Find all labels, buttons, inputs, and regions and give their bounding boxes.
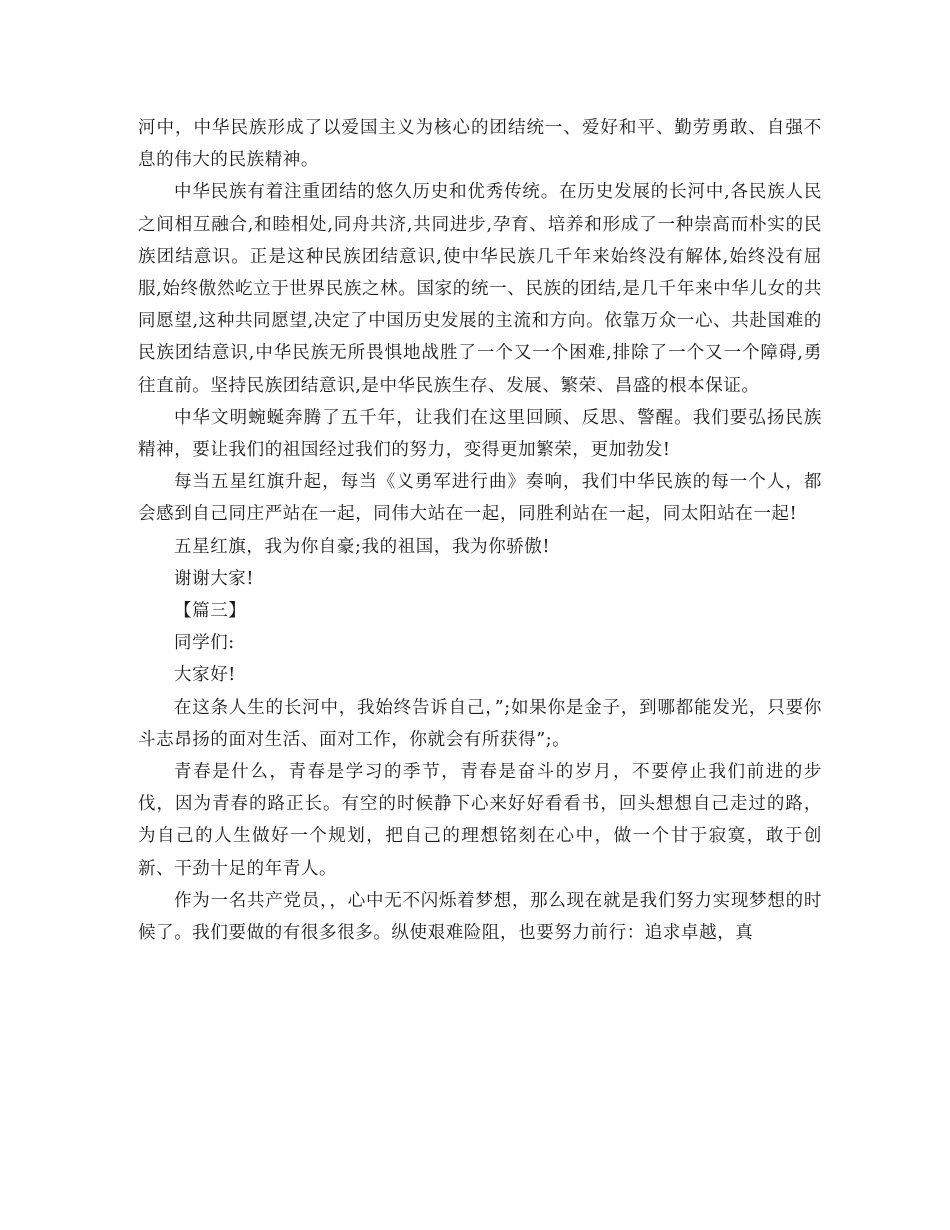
paragraph-6: 谢谢大家!	[174, 568, 255, 589]
paragraph-10: 在这条人生的长河中，我始终告诉自己，”;如果你是金子，到哪都能发光，只要你斗志昂扬的面对生活、面对工作，你就会有所获得”;。	[138, 697, 822, 750]
paragraph-4: 每当五星红旗升起，每当《义勇军进行曲》奏响，我们中华民族的每一个人，都会感到自己同庄严站在一起，同伟大站在一起，同胜利站在一起，同太阳站在一起!	[138, 472, 822, 525]
paragraph-11: 青春是什么，青春是学习的季节，青春是奋斗的岁月，不要停止我们前进的步伐，因为青春的路正长。有空的时候静下心来好好看看书，回头想想自己走过的路，为自己的人生做好一个规划，把自己的理想铭刻在心中，做一个甘于寂寞，敢于创新、干劲十足的年青人。	[138, 762, 822, 879]
section-heading: 【篇三】	[174, 601, 247, 622]
salutation: 同学们:	[174, 633, 235, 654]
paragraph-3: 中华文明蜿蜒奔腾了五千年，让我们在这里回顾、反思、警醒。我们要弘扬民族精神，要让我们的祖国经过我们的努力，变得更加繁荣，更加勃发!	[138, 407, 822, 461]
document-page	[138, 112, 822, 949]
paragraph-2: 中华民族有着注重团结的悠久历史和优秀传统。在历史发展的长河中,各民族人民之间相互融合,和睦相处,同舟共济,共同进步,孕育、培养和形成了一种崇高而朴实的民族团结意识。正是这种民族团结意识,使中华民族几千年来始终没有解体,始终没有屈服,始终傲然屹立于世界民族之林。国家的统一、民族的团结,是几千年来中华儿女的共同愿望,这种共同愿望,决定了中国历史发展的主流和方向。依靠万众一心、共赴国难的民族团结意识,中华民族无所畏惧地战胜了一个又一个困难,排除了一个又一个障碍,勇往直前。坚持民族团结意识,是中华民族生存、发展、繁荣、昌盛的根本保证。	[138, 182, 822, 396]
paragraph-5: 五星红旗，我为你自豪;我的祖国，我为你骄傲!	[174, 536, 551, 557]
greeting: 大家好!	[174, 665, 236, 686]
paragraph-12: 作为一名共产党员，，心中无不闪烁着梦想，那么现在就是我们努力实现梦想的时候了。我们要做的有很多很多。纵使艰难险阻，也要努力前行：追求卓越，真	[138, 890, 822, 944]
paragraph-1: 河中，中华民族形成了以爱国主义为核心的团结统一、爱好和平、勤劳勇敢、自强不息的伟大的民族精神。	[138, 118, 822, 171]
